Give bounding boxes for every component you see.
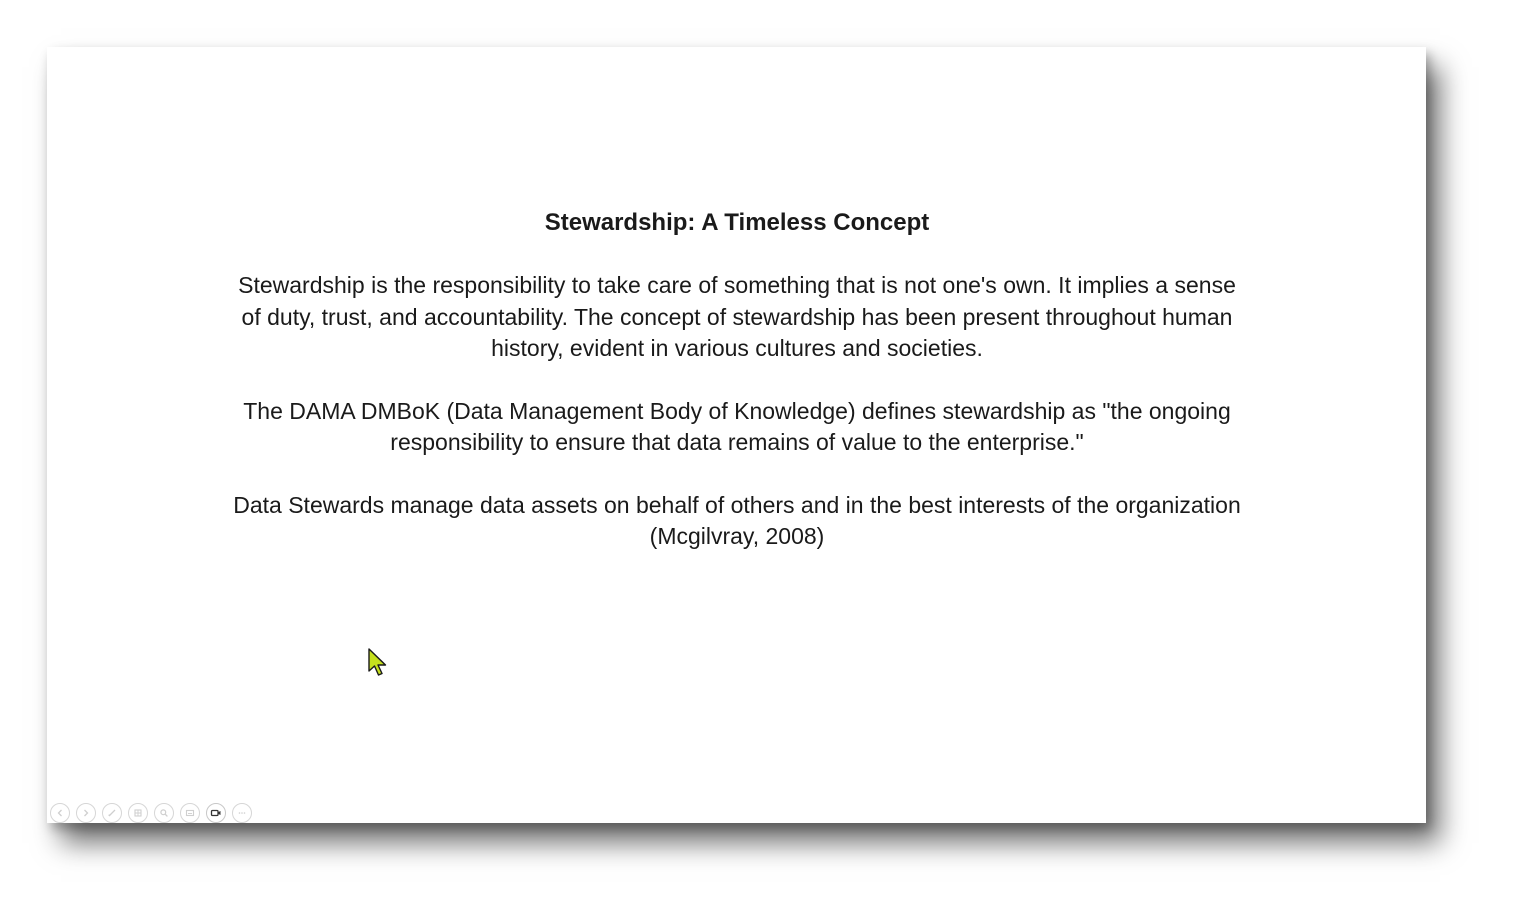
magnifier-icon: [159, 808, 169, 818]
slide[interactable]: [47, 47, 1426, 823]
paragraph-definition: Stewardship is the responsibility to take care of something that is not one's own. It implies a sense of duty, trust, and accountability. The concept of stewardship has been present throughout human history, evident in various cultures and societies.: [238, 272, 1236, 361]
camera-icon: [210, 808, 222, 818]
chevron-left-icon: [55, 808, 65, 818]
camera-button[interactable]: [206, 803, 226, 823]
paragraph-data-stewards: Data Stewards manage data assets on behalf of others and in the best interests of the organization (Mcgilvray, 2008): [233, 491, 1241, 549]
pen-button[interactable]: [102, 803, 122, 823]
paragraph-dama: The DAMA DMBoK (Data Management Body of Knowledge) defines stewardship as "the ongoing responsibility to ensure that data remains of value to the enterprise.": [243, 397, 1231, 455]
chevron-right-icon: [81, 808, 91, 818]
subtitles-icon: [185, 808, 195, 818]
subtitles-button[interactable]: [180, 803, 200, 823]
zoom-button[interactable]: [154, 803, 174, 823]
ellipsis-icon: [237, 808, 247, 818]
presenter-toolbar: [50, 803, 252, 823]
mouse-pointer-icon: [367, 648, 389, 678]
more-options-button[interactable]: [232, 803, 252, 823]
pen-icon: [107, 808, 117, 818]
slide-title: Stewardship: A Timeless Concept: [544, 209, 930, 236]
previous-slide-button[interactable]: [50, 803, 70, 823]
slide-content: [227, 207, 1247, 584]
see-all-slides-button[interactable]: [128, 803, 148, 823]
slides-grid-icon: [133, 808, 143, 818]
next-slide-button[interactable]: [76, 803, 96, 823]
